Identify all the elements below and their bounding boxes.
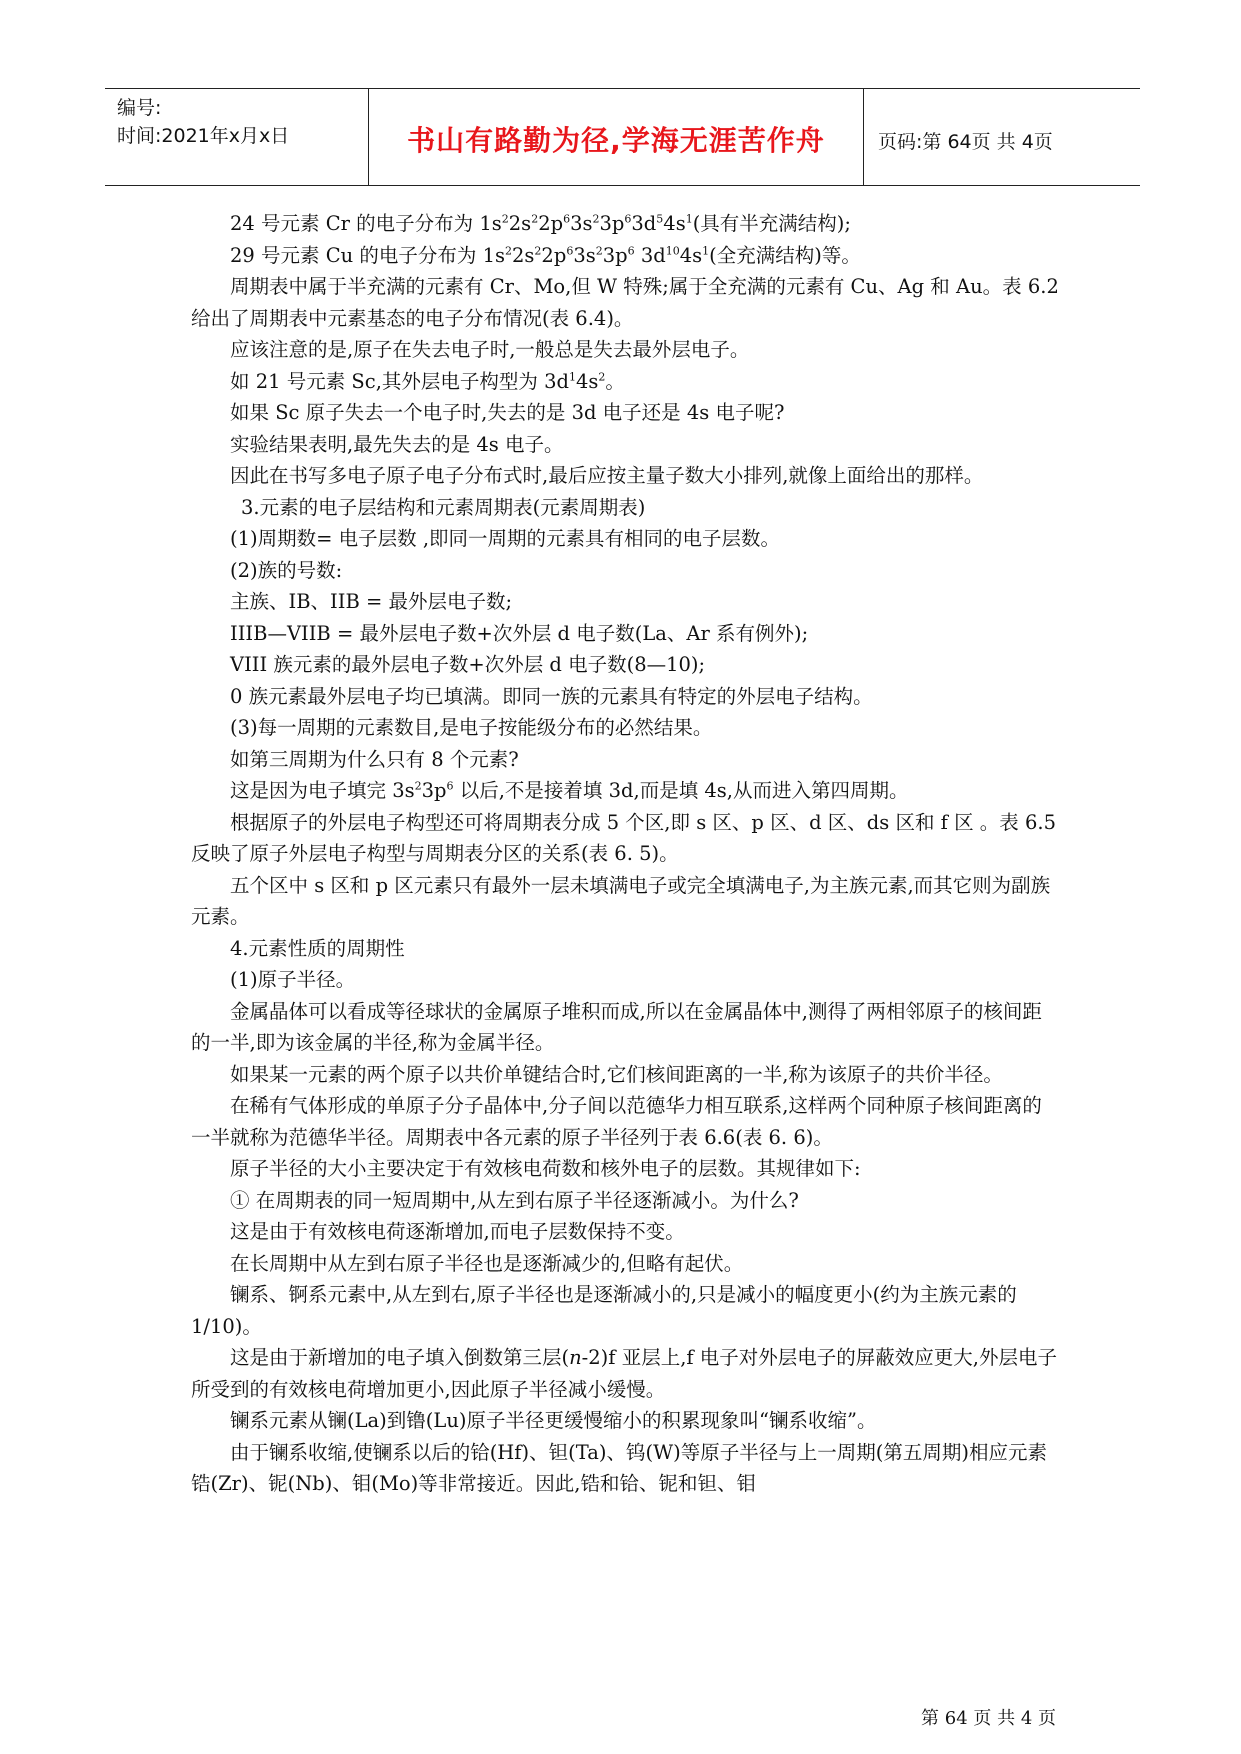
paragraph	[191, 1437, 1059, 1500]
paragraph	[191, 523, 1059, 555]
paragraph	[191, 933, 1059, 965]
superscript: 2	[505, 244, 512, 257]
text-run: (1)周期数= 电子层数 ,即同一周期的元素具有相同的电子层数。	[230, 527, 781, 550]
text-run: 4s	[663, 212, 686, 235]
paragraph	[191, 208, 1059, 240]
paragraph	[191, 1090, 1059, 1153]
superscript: 6	[446, 779, 454, 793]
document-number-label: 编号:	[117, 97, 162, 119]
text-run: 主族、IB、IIB = 最外层电子数;	[230, 590, 513, 613]
superscript: 2	[598, 370, 606, 383]
text-run: 实验结果表明,最先失去的是 4s 电子。	[230, 432, 564, 456]
superscript: 2	[595, 244, 603, 257]
text-run: 在稀有气体形成的单原子分子晶体中,分子间以范德华力相互联系,这样两个同种原子核间距离的一半就称为范德华半径。周期表中各元素的原子半径列于表 6.6(表 6. 6)。	[191, 1094, 1042, 1149]
superscript: 1	[702, 244, 710, 257]
paragraph	[191, 240, 1059, 272]
text-run: 4.元素性质的周期性	[230, 936, 405, 960]
superscript: 6	[566, 244, 574, 257]
text-run: 3d	[634, 243, 666, 267]
text-run: 这是因为电子填完 3s	[230, 779, 415, 802]
paragraph	[191, 1216, 1059, 1248]
superscript: 2	[534, 244, 542, 257]
paragraph	[191, 649, 1059, 681]
superscript: 6	[563, 212, 571, 226]
text-run: (全充满结构)等。	[709, 243, 861, 267]
superscript: 10	[665, 244, 680, 257]
text-run: 以后,不是接着填 3d,而是填 4s,从而进入第四周期。	[453, 779, 909, 802]
text-run: 3s	[570, 212, 593, 235]
text-run: 29 号元素 Cu 的电子分布为 1s	[230, 243, 505, 267]
text-run: 4s	[679, 243, 703, 267]
paragraph	[191, 586, 1059, 618]
paragraph	[191, 1342, 1059, 1405]
text-run: 镧系、锕系元素中,从左到右,原子半径也是逐渐减小的,只是减小的幅度更小(约为主族元素的1/10)。	[191, 1283, 1017, 1338]
text-run: 五个区中 s 区和 p 区元素只有最外一层未填满电子或完全填满电子,为主族元素,而其它则为副族元素。	[191, 873, 1051, 928]
superscript: 2	[501, 212, 509, 226]
superscript: 1	[568, 370, 576, 383]
paragraph	[191, 460, 1059, 492]
text-run: 24 号元素 Cr 的电子分布为 1s	[230, 212, 502, 235]
text-run: 在长周期中从左到右原子半径也是逐渐减少的,但略有起伏。	[230, 1251, 744, 1275]
text-run: 如第三周期为什么只有 8 个元素?	[230, 747, 519, 771]
superscript: 1	[685, 212, 693, 226]
paragraph	[191, 681, 1059, 713]
text-run: 3p	[599, 212, 625, 235]
header-motto-cell	[369, 89, 864, 185]
superscript: 6	[627, 244, 635, 257]
text-run: 2p	[541, 243, 567, 267]
text-run: 由于镧系收缩,使镧系以后的铪(Hf)、钽(Ta)、钨(W)等原子半径与上一周期(第五周期)相应元素锆(Zr)、铌(Nb)、钼(Mo)等非常接近。因此,锆和铪、铌和钽、钼	[191, 1440, 1047, 1495]
text-run: IIIB—VIIB = 最外层电子数+次外层 d 电子数(La、Ar 系有例外);	[230, 621, 809, 645]
paragraph	[191, 1153, 1059, 1185]
paragraph	[191, 618, 1059, 650]
paragraph	[191, 1185, 1059, 1217]
text-run: 2p	[538, 212, 564, 235]
paragraph	[191, 397, 1059, 429]
paragraph	[191, 1279, 1059, 1342]
text-run: 金属晶体可以看成等径球状的金属原子堆积而成,所以在金属晶体中,测得了两相邻原子的核间距的一半,即为该金属的半径,称为金属半径。	[191, 999, 1042, 1054]
text-run: 原子半径的大小主要决定于有效核电荷数和核外电子的层数。其规律如下:	[230, 1157, 861, 1180]
text-run: 如 21 号元素 Sc,其外层电子构型为 3d	[230, 369, 569, 393]
header-page-number: 页码:第 64页 共 4页	[878, 131, 1053, 153]
paragraph	[191, 555, 1059, 587]
paragraph	[191, 1405, 1059, 1437]
superscript: 6	[624, 212, 632, 226]
text-run: 因此在书写多电子原子电子分布式时,最后应按主量子数大小排列,就像上面给出的那样。	[230, 464, 984, 487]
superscript: 2	[414, 779, 422, 793]
paragraph	[191, 1059, 1059, 1091]
text-run: ① 在周期表的同一短周期中,从左到右原子半径逐渐减小。为什么?	[230, 1188, 799, 1212]
text-run: 根据原子的外层电子构型还可将周期表分成 5 个区,即 s 区、p 区、d 区、ds 区和 f 区 。表 6.5 反映了原子外层电子构型与周期表分区的关系(表 6. 5)。	[191, 810, 1056, 865]
header-motto: 书山有路勤为径,学海无涯苦作舟	[407, 124, 825, 157]
paragraph	[191, 492, 1059, 524]
page-footer: 第 64 页 共 4 页	[921, 1708, 1056, 1729]
text-run: 这是由于有效核电荷逐渐增加,而电子层数保持不变。	[230, 1220, 685, 1243]
italic-text: n	[569, 1346, 582, 1369]
paragraph	[191, 807, 1059, 870]
superscript: 5	[656, 212, 664, 226]
paragraph	[191, 271, 1059, 334]
text-run: (具有半充满结构);	[692, 212, 851, 235]
text-run: (3)每一周期的元素数目,是电子按能级分布的必然结果。	[230, 716, 713, 739]
paragraph	[191, 964, 1059, 996]
paragraph	[191, 870, 1059, 933]
header-page-cell	[864, 89, 1140, 185]
paragraph	[191, 775, 1059, 807]
text-run: 周期表中属于半充满的元素有 Cr、Mo,但 W 特殊;属于全充满的元素有 Cu、Ag 和 Au。表 6.2 给出了周期表中元素基态的电子分布情况(表 6.4)。	[191, 275, 1059, 330]
document-body	[191, 208, 1059, 1500]
paragraph	[191, 366, 1059, 398]
text-run: 3.元素的电子层结构和元素周期表(元素周期表)	[241, 495, 646, 519]
text-run: 。	[605, 369, 625, 393]
paragraph	[191, 334, 1059, 366]
text-run: (2)族的号数:	[230, 558, 343, 582]
text-run: 应该注意的是,原子在失去电子时,一般总是失去最外层电子。	[230, 338, 750, 361]
text-run: (1)原子半径。	[230, 968, 356, 991]
text-run: 4s	[575, 369, 599, 393]
text-run: 2s	[508, 212, 532, 235]
text-run: VIII 族元素的最外层电子数+次外层 d 电子数(8—10);	[230, 653, 706, 676]
paragraph	[191, 429, 1059, 461]
text-run: 这是由于新增加的电子填入倒数第三层(	[230, 1346, 570, 1369]
paragraph	[191, 1248, 1059, 1280]
text-run: 如果 Sc 原子失去一个电子时,失去的是 3d 电子还是 4s 电子呢?	[230, 401, 785, 424]
page-header	[105, 88, 1140, 186]
text-run: 3d	[631, 212, 657, 235]
text-run: 如果某一元素的两个原子以共价单键结合时,它们核间距离的一半,称为该原子的共价半径。	[230, 1062, 1003, 1086]
superscript: 2	[592, 212, 600, 226]
paragraph	[191, 712, 1059, 744]
superscript: 2	[531, 212, 539, 226]
text-run: -2)f 亚层上,f 电子对外层电子的屏蔽效应更大,外层电子所受到的有效核电荷增加更小,因此原子半径减小缓慢。	[191, 1346, 1058, 1401]
text-run: 3s	[573, 243, 596, 267]
text-run: 镧系元素从镧(La)到镥(Lu)原子半径更缓慢缩小的积累现象叫“镧系收缩”。	[230, 1409, 877, 1432]
header-meta-cell	[105, 89, 369, 185]
text-run: 2s	[512, 243, 535, 267]
text-run: 3p	[421, 779, 447, 802]
text-run: 3p	[602, 243, 628, 267]
paragraph	[191, 996, 1059, 1059]
document-time-label: 时间:2021年x月x日	[117, 125, 290, 147]
text-run: 0 族元素最外层电子均已填满。即同一族的元素具有特定的外层电子结构。	[230, 684, 873, 708]
paragraph	[191, 744, 1059, 776]
